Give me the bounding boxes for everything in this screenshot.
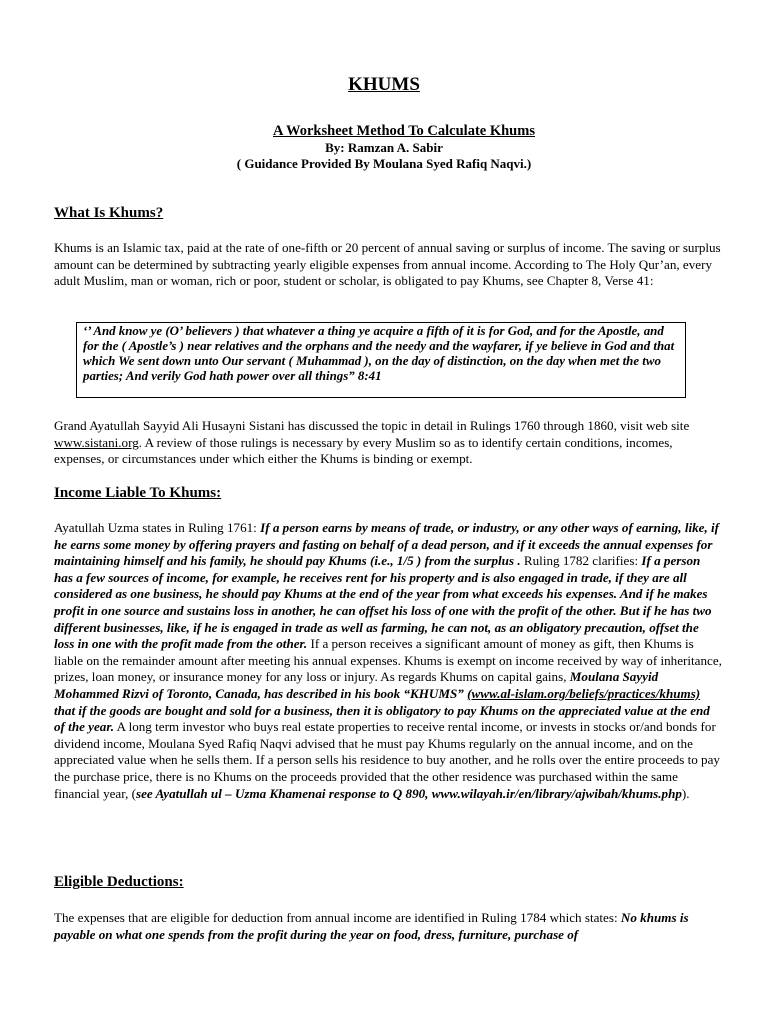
document-title: KHUMS xyxy=(348,74,420,95)
deductions-paragraph xyxy=(54,910,722,943)
document-subtitle: A Worksheet Method To Calculate Khums xyxy=(273,123,535,139)
ruling-1761-intro: Ayatullah Uzma states in Ruling 1761: xyxy=(54,520,261,535)
rizvi-reference: Moulana Sayyid Mohammed Rizvi of Toronto, Canada, has described in his book “KHUMS” xyxy=(54,669,659,701)
quran-quote-box: ‘’ And know ye (O’ believers ) that whatever a thing ye acquire a fifth of it is for God, and for the Apostle, and for the ( Apostle’s ) near relatives and the orphans and the needy and the wayfarer, if ye believe in God and that which We sent down unto Our servant ( Muhammad ), on the day of distinction, on the day when met the two parties; And verily God hath power over all things” 8:41 xyxy=(76,322,686,398)
ruling-1784-quote: No khums is payable on what one spends from the profit during the year on food, dress, furniture, purchase of xyxy=(54,910,689,942)
ruling-1761-quote: If a person earns by means of trade, or industry, or any other ways of earning, like, if he earns some money by offering prayers and fasting on behalf of a dead person, and if it exceeds the annual expenses for maintaining himself and his family, he should pay Khums (i.e., 1/5 ) from the surplus . xyxy=(54,520,720,569)
intro-paragraph: Khums is an Islamic tax, paid at the rate of one-fifth or 20 percent of annual saving or surplus of income. The saving or surplus amount can be determined by subtracting yearly eligible expenses from annual income. According to The Holy Qur’an, every adult Muslim, man or woman, rich or poor, student or scholar, is obligated to pay Khums, see Chapter 8, Verse 41: xyxy=(54,240,721,289)
author-byline: By: Ramzan A. Sabir xyxy=(325,140,443,155)
sistani-text-end: . A review of those rulings is necessary by every Muslim so as to identify certain conditions, incomes, expenses, or circumstances under which either the Khums is binding or exempt. xyxy=(54,434,673,467)
heading-eligible-deductions: Eligible Deductions: xyxy=(54,874,184,890)
ruling-1782-quote: If a person has a few sources of income, for example, he receives rent for his property and is also engaged in trade, if they are all considered as one business, he should pay Khums at the end of the year from what exceeds his expenses. And if he makes profit in one source and sustains loss in another, he can offset his loss of one with the profit of the other. But if he has two different businesses, like, if he is engaged in trade as well as farming, he can not, as an obligatory precaution, offset the loss in one with the profit made from the other. xyxy=(54,553,712,652)
sistani-link[interactable]: www.sistani.org xyxy=(54,434,139,450)
sistani-paragraph xyxy=(54,418,722,468)
khamenai-reference: see Ayatullah ul – Uzma Khamenai response to Q 890, www.wilayah.ir/en/library/ajwibah/khums.php xyxy=(136,785,682,801)
gift-text: If a person receives a significant amount of money as gift, then Khums is liable on the remainder amount after meeting his annual expenses. Khums is exempt on income received by way of inheritance, prizes, loan money, or insurance money for any loss or injury. As regards Khums on capital gains, xyxy=(54,636,722,685)
ruling-1782-intro: Ruling 1782 clarifies: xyxy=(520,553,642,569)
sistani-text: Grand Ayatullah Sayyid Ali Husayni Sistani has discussed the topic in detail in Rulings 1760 through 1860, visit web site xyxy=(54,418,690,433)
guidance-credit: ( Guidance Provided By Moulana Syed Rafiq Naqvi.) xyxy=(236,156,532,171)
al-islam-link[interactable]: (www.al-islam.org/beliefs/practices/khums) xyxy=(467,685,701,701)
ruling-1784-intro: The expenses that are eligible for deduction from annual income are identified in Ruling 1784 which states: xyxy=(54,910,621,925)
capital-gains-quote: that if the goods are bought and sold for a business, then it is obligatory to pay Khums on the appreciated value at the end of the year. xyxy=(54,702,710,735)
heading-income-liable: Income Liable To Khums: xyxy=(54,485,222,501)
investor-text-end: ). xyxy=(681,785,690,801)
income-paragraph xyxy=(54,520,722,802)
heading-what-is-khums: What Is Khums? xyxy=(54,205,164,221)
investor-text: A long term investor who buys real estate properties to receive rental income, or invests in stocks or/and bonds for dividend income, Moulana Syed Rafiq Naqvi advised that he must pay Khums regularly on the annual income, and on the appreciated value when he sells them. If a person sells his residence to buy another, and he rolls over the entire proceeds to pay the purchase price, there is no Khums on the proceeds provided that the other residence was purchased within the same financial year, ( xyxy=(54,719,720,801)
